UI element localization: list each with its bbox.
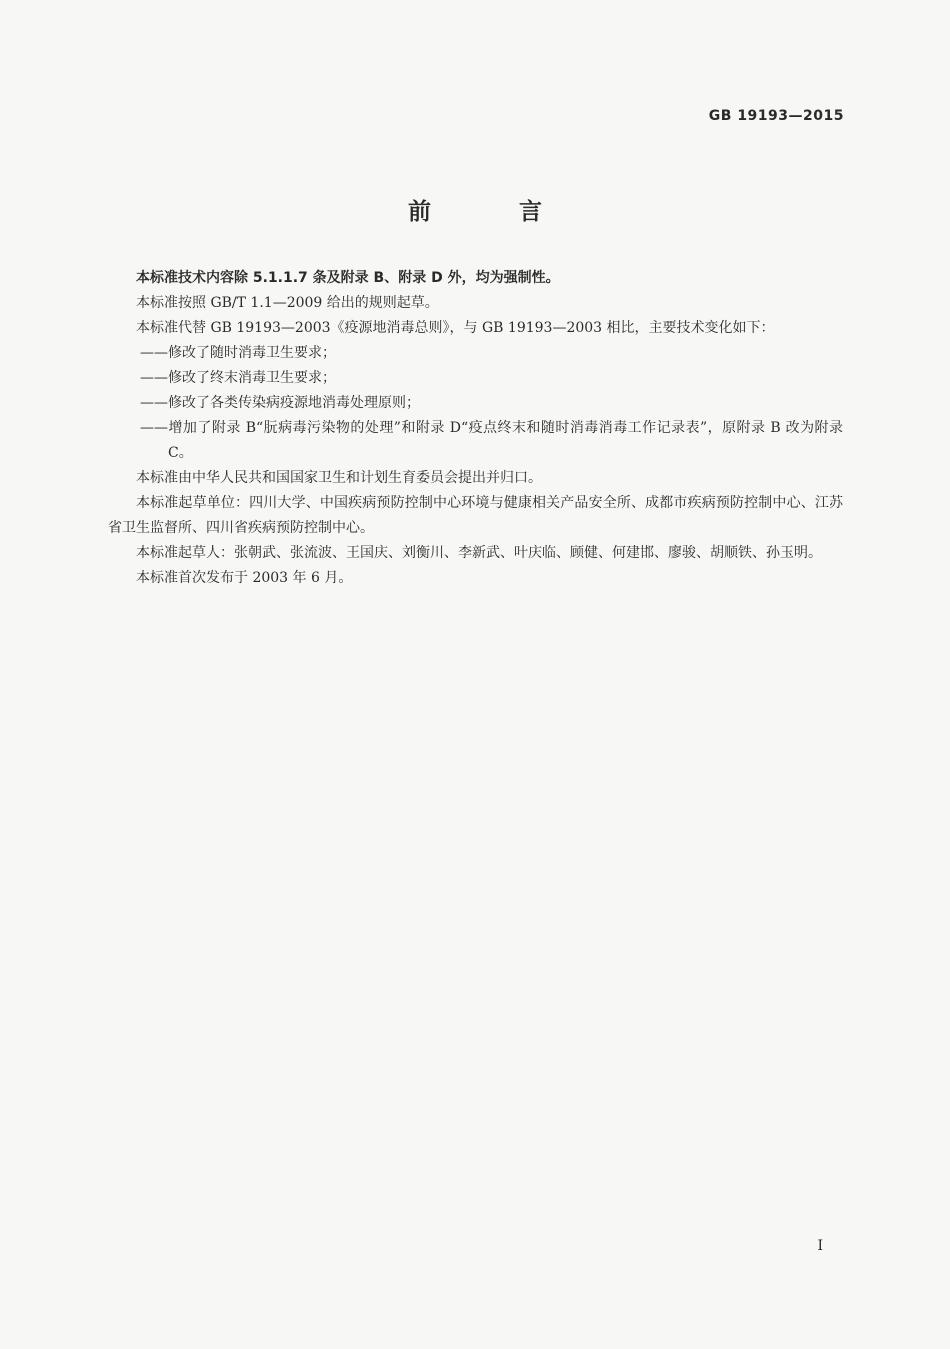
drafting-units-paragraph: 本标准起草单位：四川大学、中国疾病预防控制中心环境与健康相关产品安全所、成都市疾病预防控制中心、江苏省卫生监督所、四川省疾病预防控制中心。 [108,495,843,536]
first-release-paragraph: 本标准首次发布于 2003 年 6 月。 [136,570,353,586]
standard-number: GB 19193—2015 [708,108,844,124]
change-item: ——增加了附录 B“朊病毒污染物的处理”和附录 D“疫点终末和随时消毒消毒工作记录表”，原附录 B 改为附录 C。 [140,420,843,461]
drafters-paragraph: 本标准起草人：张朝武、张流波、王国庆、刘衡川、李新武、叶庆临、顾健、何建邯、廖骏、胡顺铁、孙玉明。 [136,545,822,561]
change-item: ——修改了终末消毒卫生要求； [140,370,336,386]
proposer-paragraph: 本标准由中华人民共和国国家卫生和计划生育委员会提出并归口。 [136,470,542,486]
mandatory-statement: 本标准技术内容除 5.1.1.7 条及附录 B、附录 D 外，均为强制性。 [136,270,560,286]
drafting-rules-paragraph: 本标准按照 GB/T 1.1—2009 给出的规则起草。 [136,295,439,311]
replacement-paragraph: 本标准代替 GB 19193—2003《疫源地消毒总则》，与 GB 19193—2003 相比，主要技术变化如下： [136,320,775,336]
preface-body [108,266,843,591]
change-item: ——修改了各类传染病疫源地消毒处理原则； [140,395,420,411]
page-title: 前 言 [407,199,582,225]
page-number: I [817,1238,823,1254]
change-item: ——修改了随时消毒卫生要求； [140,345,336,361]
